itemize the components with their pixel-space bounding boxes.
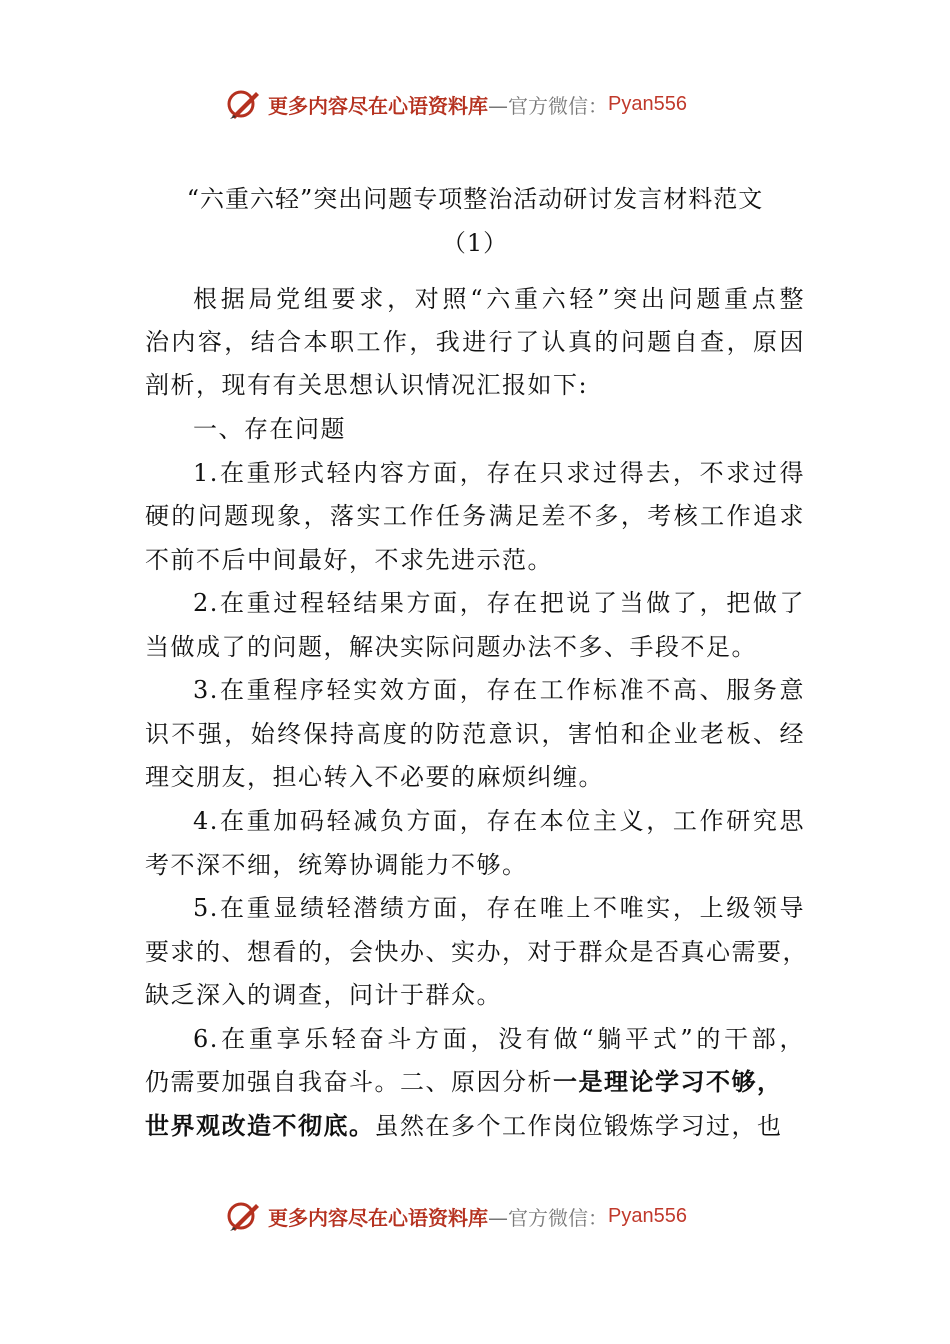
document-title-number: （1） — [441, 229, 509, 257]
banner-text-main: 更多内容尽在心语资料库 — [268, 1205, 488, 1230]
footer-banner — [226, 1196, 687, 1236]
paragraph-line: 硬的问题现象，落实工作任务满足差不多，考核工作追求 — [145, 502, 805, 530]
banner-text-wechat: —官方微信： — [488, 1205, 608, 1230]
paragraph-line: 识不强，始终保持高度的防范意识，害怕和企业老板、经 — [145, 720, 805, 748]
document-title: “六重六轻”突出问题专项整治活动研讨发言材料范文 — [186, 185, 764, 213]
paragraph-line: 4.在重加码轻减负方面，存在本位主义，工作研究思 — [193, 807, 805, 835]
paragraph-line: 当做成了的问题，解决实际问题办法不多、手段不足。 — [145, 633, 757, 661]
paragraph-line: 1.在重形式轻内容方面，存在只求过得去，不求过得 — [193, 459, 805, 487]
banner-text-id: Pyan556 — [608, 92, 687, 115]
bold-emphasis: 世界观改造不彻底。 — [145, 1111, 375, 1140]
paragraph-line: 3.在重程序轻实效方面，存在工作标准不高、服务意 — [193, 676, 805, 704]
paragraph-line: 2.在重过程轻结果方面，存在把说了当做了，把做了 — [193, 589, 805, 617]
paragraph-line: 缺乏深入的调查，问计于群众。 — [145, 981, 502, 1009]
paragraph-text: 虽然在多个工作岗位锻炼学习过，也 — [374, 1112, 783, 1140]
section-heading: 一、存在问题 — [193, 415, 346, 443]
paragraph-line: 治内容，结合本职工作，我进行了认真的问题自查，原因 — [145, 328, 805, 356]
paragraph-line — [145, 1111, 805, 1141]
paragraph-line: 考不深不细，统筹协调能力不够。 — [145, 851, 528, 879]
pen-logo-icon — [226, 86, 262, 122]
paragraph-line: 根据局党组要求，对照“六重六轻”突出问题重点整 — [193, 285, 805, 313]
paragraph-line: 6.在重享乐轻奋斗方面，没有做“躺平式”的干部， — [193, 1025, 805, 1053]
banner-text-main: 更多内容尽在心语资料库 — [268, 93, 488, 118]
paragraph-text: 仍需要加强自我奋斗。二、原因分析 — [145, 1068, 553, 1096]
header-banner — [226, 84, 687, 124]
paragraph-line: 要求的、想看的，会快办、实办，对于群众是否真心需要， — [145, 938, 808, 966]
pen-logo-icon — [226, 1198, 262, 1234]
banner-text-id: Pyan556 — [608, 1204, 687, 1227]
paragraph-line — [145, 1067, 805, 1097]
paragraph-line: 理交朋友，担心转入不必要的麻烦纠缠。 — [145, 763, 604, 791]
paragraph-line: 剖析，现有有关思想认识情况汇报如下: — [145, 371, 589, 399]
paragraph-line: 5.在重显绩轻潜绩方面，存在唯上不唯实，上级领导 — [193, 894, 805, 922]
banner-text-wechat: —官方微信： — [488, 93, 608, 118]
bold-emphasis: 一是理论学习不够， — [553, 1067, 783, 1096]
paragraph-line: 不前不后中间最好，不求先进示范。 — [145, 546, 553, 574]
